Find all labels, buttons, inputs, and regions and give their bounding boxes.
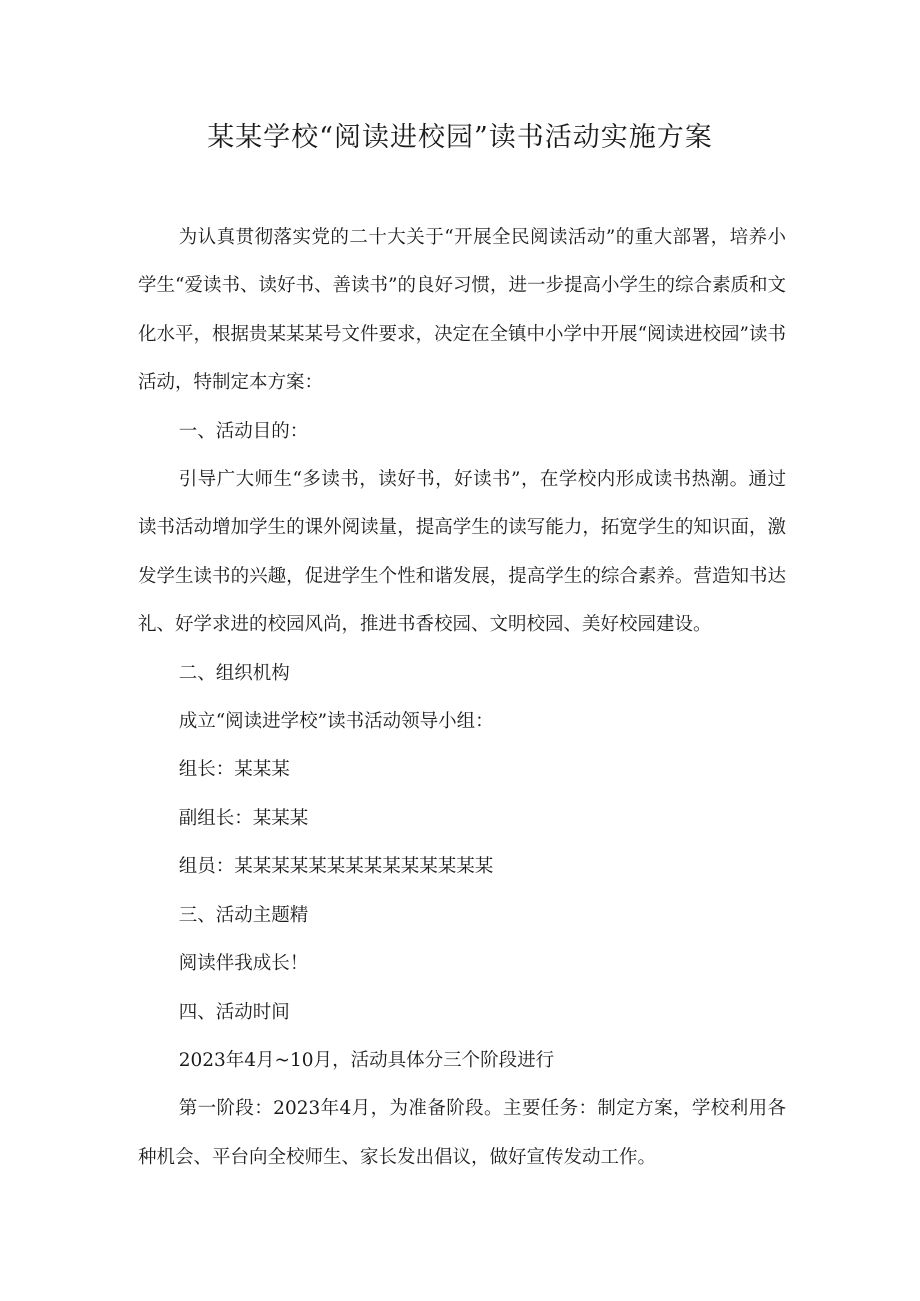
theme-line: 阅读伴我成长！ xyxy=(178,953,309,975)
document-title: 某某学校“阅读进校园”读书活动实施方案 xyxy=(207,122,713,153)
time-line: 2023年4月~10月，活动具体分三个阶段进行 xyxy=(178,1049,555,1071)
intro-paragraph: 为认真贯彻落实党的二十大关于“开展全民阅读活动”的重大部署，培养小学生“爱读书、读好书、善读书”的良好习惯，进一步提高小学生的综合素质和文化水平，根据贵某某某号文件要求，决定在全镇中小学中开展“阅读进校园”读书活动，特制定本方案： xyxy=(138,227,786,394)
section-heading-purpose: 一、活动目的： xyxy=(178,420,309,442)
leader-line: 组长：某某某 xyxy=(178,759,290,781)
members-line: 组员：某某某某某某某某某某某某某某 xyxy=(178,856,494,878)
organization-paragraph: 成立“阅读进学校”读书活动领导小组： xyxy=(178,711,494,733)
section-heading-time: 四、活动时间 xyxy=(178,1001,290,1023)
stage-one-paragraph: 第一阶段：2023年4月，为准备阶段。主要任务：制定方案，学校利用各种机会、平台向全校师生、家长发出倡议，做好宣传发动工作。 xyxy=(138,1098,786,1168)
document-body xyxy=(138,214,786,1182)
purpose-paragraph: 引导广大师生“多读书，读好书，好读书”，在学校内形成读书热潮。通过读书活动增加学生的课外阅读量，提高学生的读写能力，拓宽学生的知识面，激发学生读书的兴趣，促进学生个性和谐发展，提高学生的综合素养。营造知书达礼、好学求进的校园风尚，推进书香校园、文明校园、美好校园建设。 xyxy=(138,469,786,636)
deputy-leader-line: 副组长：某某某 xyxy=(178,807,309,829)
section-heading-organization: 二、组织机构 xyxy=(178,662,290,684)
section-heading-theme: 三、活动主题精 xyxy=(178,904,309,926)
